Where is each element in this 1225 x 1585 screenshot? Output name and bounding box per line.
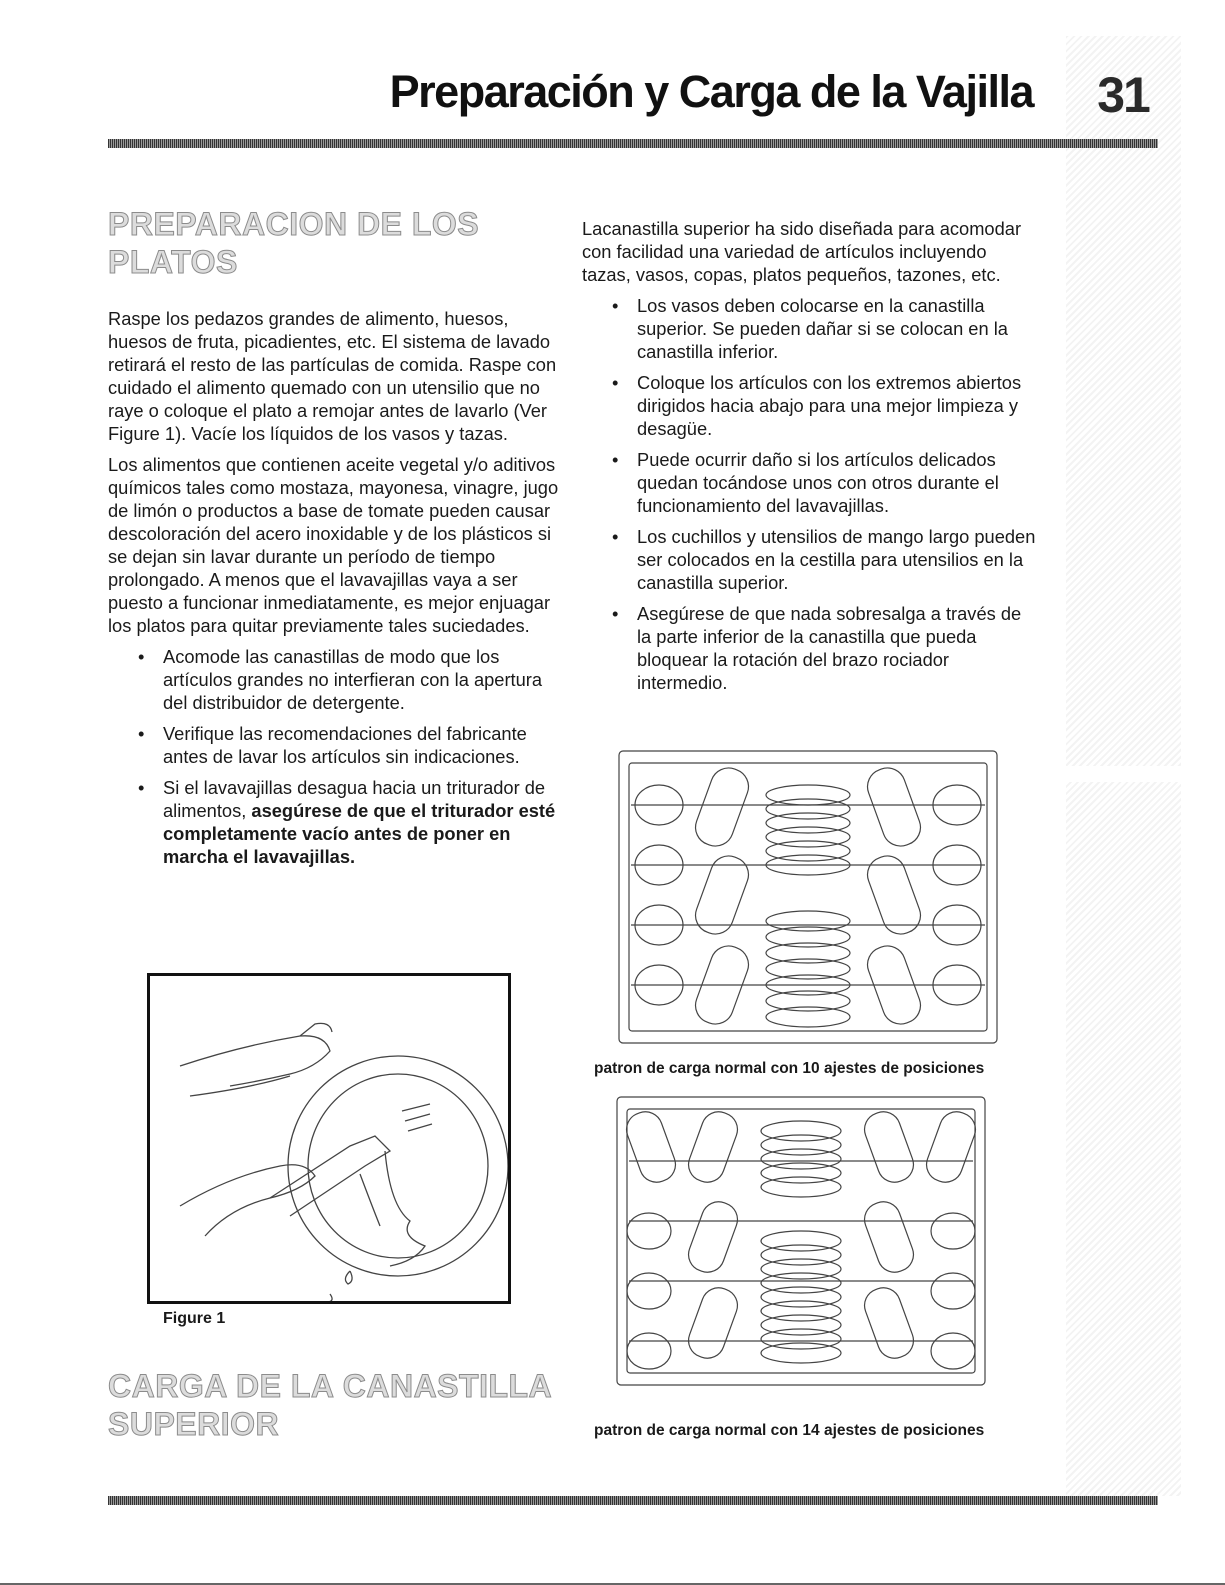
page-number: 31 — [1097, 67, 1149, 123]
paragraph-foods: Los alimentos que contienen aceite vegetal y/o aditivos químicos tales como mostaza, mayonesa, vinagre, jugo de limón o productos a base de tomate pueden causar descoloración del acero inoxidable y de los plásticos si se dejan sin lavar durante un período de tiempo prolongado. A menos que el lavavajillas vaya a ser puesto a funcionar inmediatamente, es mejor enjuagar los platos para quitar previamente tales suciedades. — [108, 454, 559, 636]
paragraph-upper-rack-intro: Lacanastilla superior ha sido diseñada para acomodar con facilidad una variedad de artículos incluyendo tazas, vasos, copas, platos pequeños, tazones, etc. — [582, 218, 1022, 285]
right-column — [582, 217, 1036, 702]
section-heading-preparacion: PREPARACION DE LOS PLATOS — [108, 206, 480, 280]
list-item: • Verifique las recomendaciones del fabricante antes de lavar los artículos sin indicaciones. — [138, 722, 562, 768]
bullet-list-upper-rack — [582, 294, 1036, 694]
left-column — [108, 205, 562, 876]
rack-diagram-14-place — [611, 1091, 992, 1399]
side-tab-gap — [1066, 766, 1181, 782]
list-item: • Los cuchillos y utensilios de mango largo pueden ser colocados en la cestilla para utensilios en la canastilla superior. — [612, 525, 1036, 594]
rack-illustration-14 — [611, 1091, 992, 1399]
rack-caption-14: patron de carga normal con 14 ajestes de posiciones — [594, 1422, 985, 1439]
rack-caption-10: patron de carga normal con 10 ajestes de posiciones — [594, 1060, 985, 1077]
list-item — [138, 776, 562, 868]
list-item: • Los vasos deben colocarse en la canastilla superior. Se pueden dañar si se colocan en la canastilla inferior. — [612, 294, 1036, 363]
bullet-warning-bold: asegúrese de que el triturador esté completamente vacío antes de poner en marcha el lavavajillas. — [163, 800, 556, 867]
rack-diagram-10-place — [611, 745, 1005, 1058]
footer-rule — [108, 1496, 1158, 1505]
section-heading-text: CARGA DE LA CANASTILLA SUPERIOR — [108, 1368, 551, 1442]
bullet-list-preparation — [108, 645, 562, 868]
section-heading-carga — [108, 1367, 562, 1443]
page-title: Preparación y Carga de la Vajilla — [389, 66, 1033, 117]
list-item: • Coloque los artículos con los extremos abiertos dirigidos hacia abajo para una mejor limpieza y desagüe. — [612, 371, 1036, 440]
figure-label: Figure 1 — [163, 1310, 226, 1327]
plate-scraping-illustration — [150, 976, 508, 1301]
paragraph-scrape: Raspe los pedazos grandes de alimento, huesos, huesos de fruta, picadientes, etc. El sistema de lavado retirará el resto de las partículas de comida. Raspe con cuidado el alimento quemado con un utensilio que no raye o coloque el plato a remojar antes de lavarlo (Ver Figure 1). Vacíe los líquidos de los vasos y tazas. — [108, 308, 557, 444]
bullet-text: Si el lavavajillas desagua hacia un triturador de alimentos, — [163, 777, 546, 821]
list-item: • Puede ocurrir daño si los artículos delicados quedan tocándose unos con otros durante el funcionamiento del lavavajillas. — [612, 448, 1036, 517]
figure-1-illustration — [147, 973, 511, 1304]
rack-illustration-10 — [611, 745, 1005, 1058]
list-item: • Acomode las canastillas de modo que los artículos grandes no interfieran con la apertura del distribuidor de detergente. — [138, 645, 562, 714]
header-rule — [108, 139, 1158, 148]
list-item: • Asegúrese de que nada sobresalga a través de la parte inferior de la canastilla que pueda bloquear la rotación del brazo rociador intermedio. — [612, 602, 1036, 694]
